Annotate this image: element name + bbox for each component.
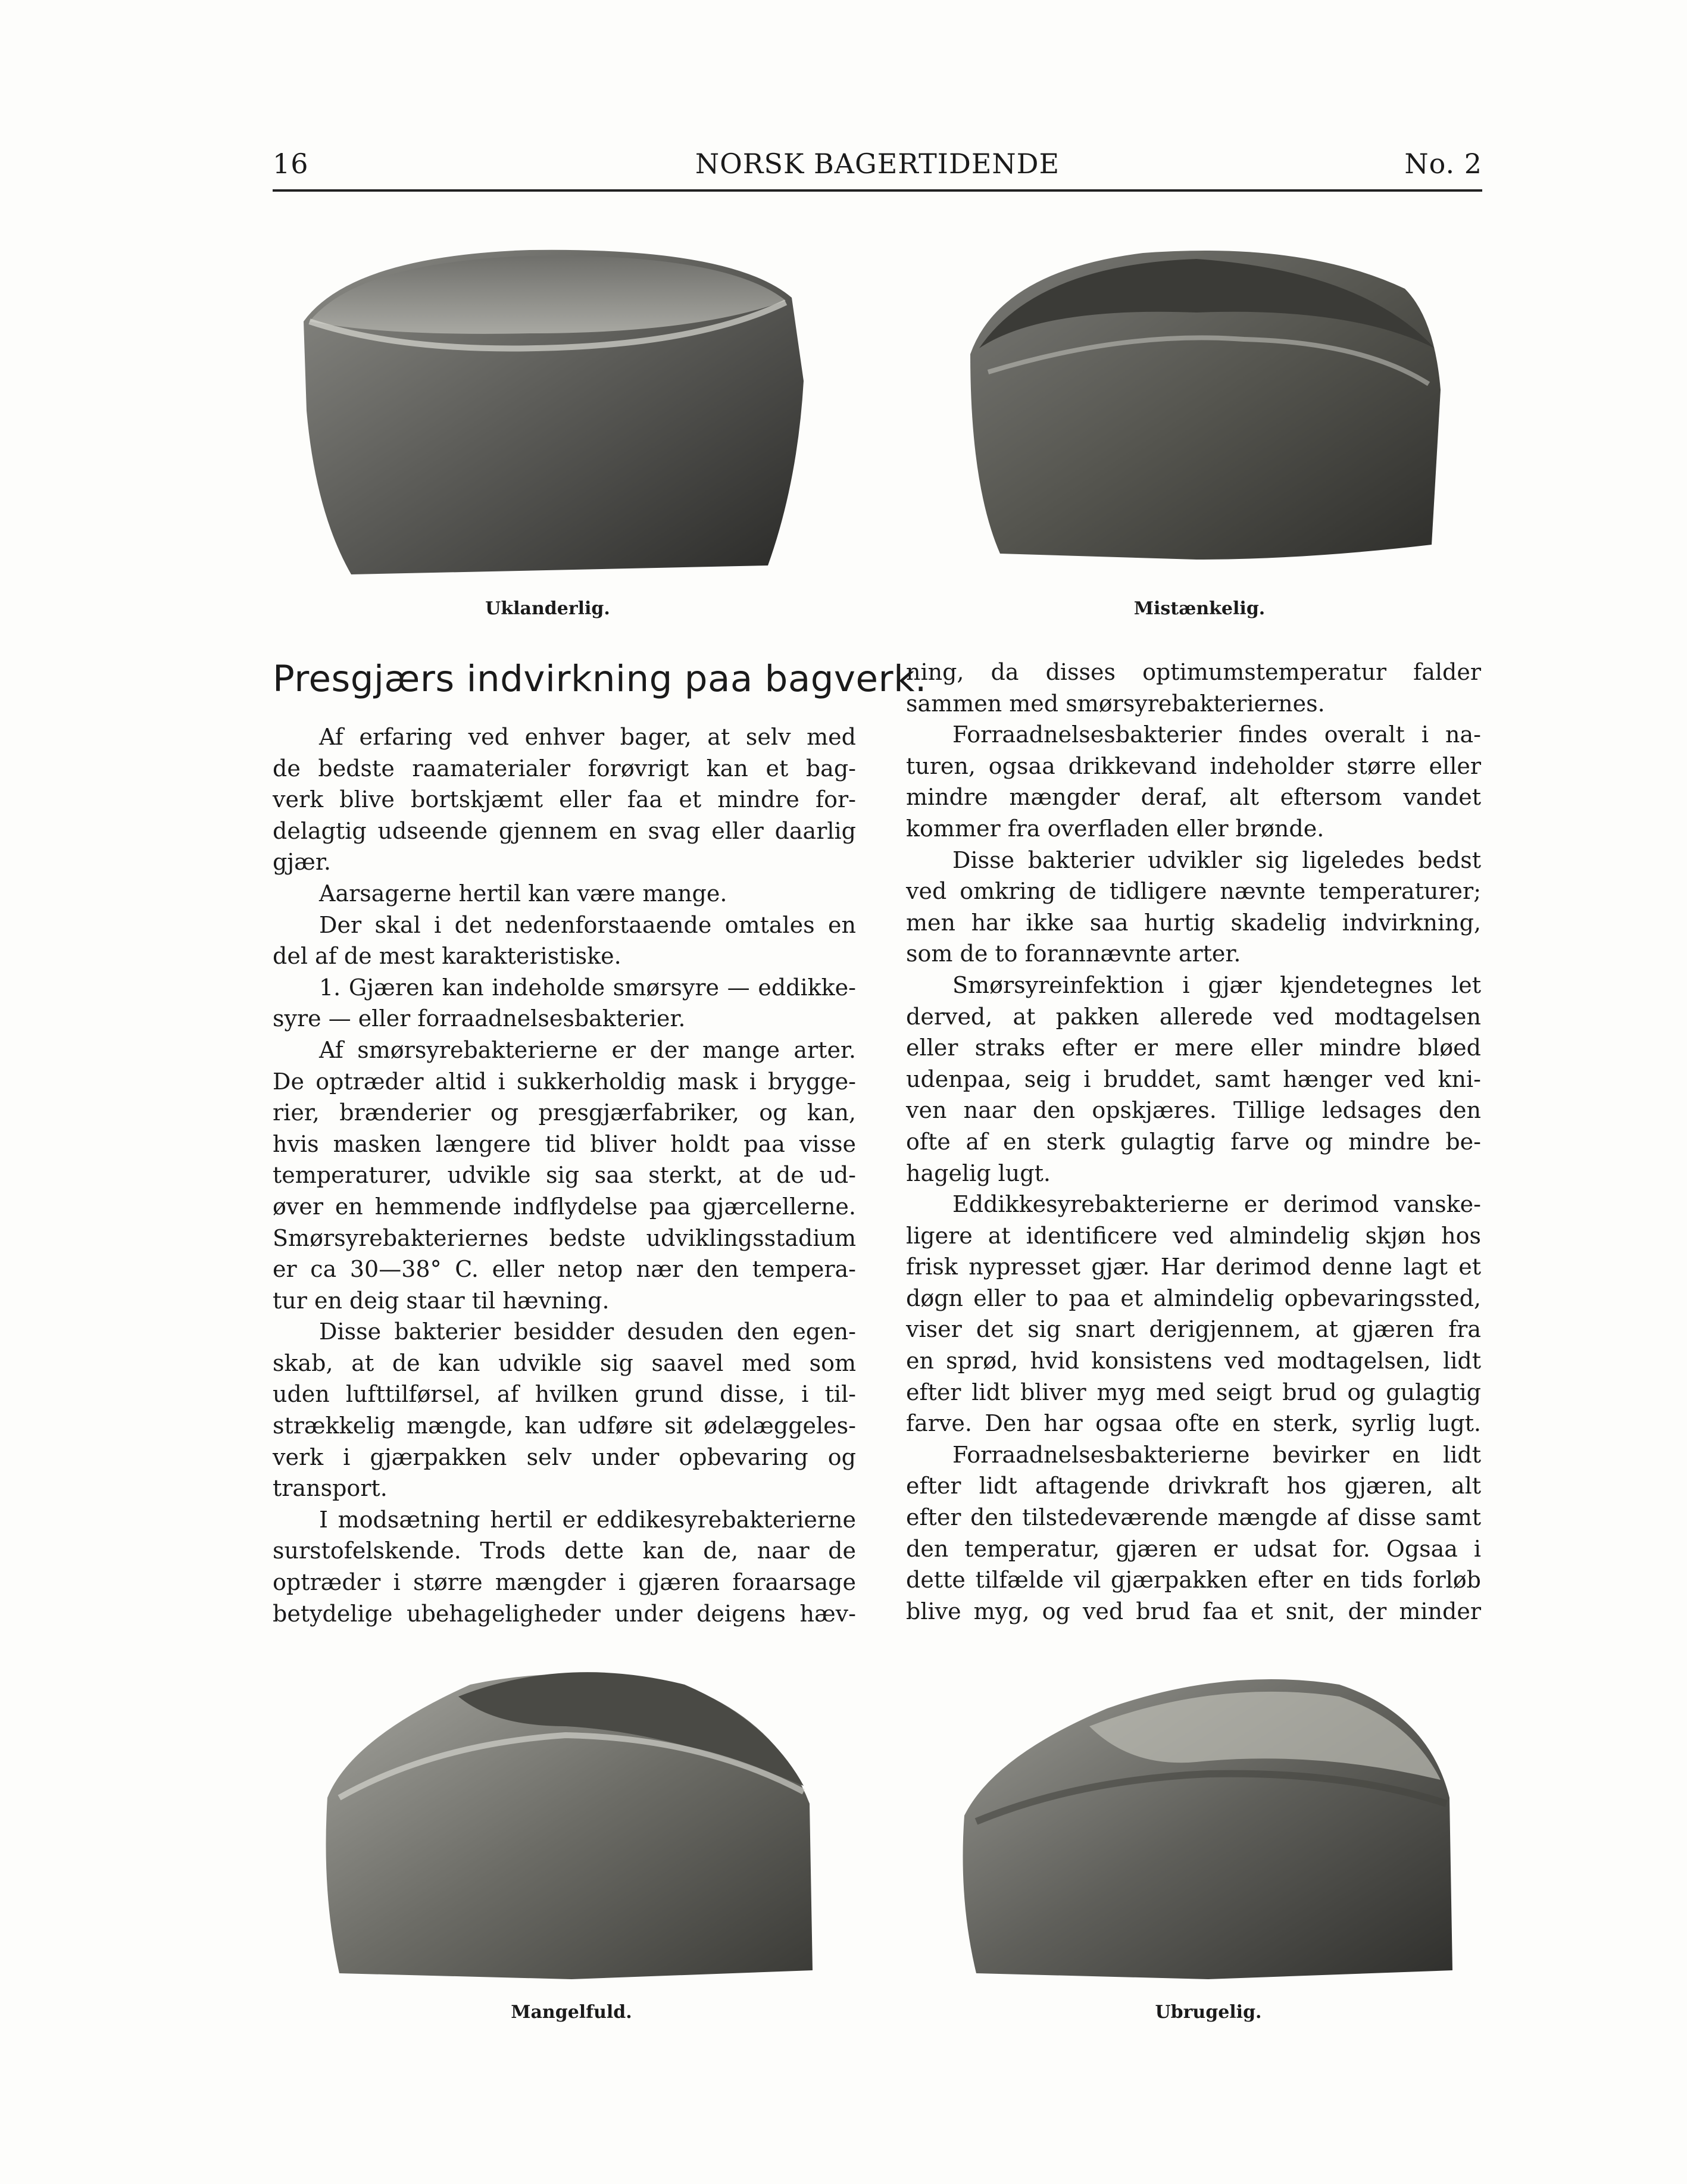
- article-line: ligere at identificere ved almindelig skjøn hos: [906, 1222, 1481, 1249]
- article-line: dette tilfælde vil gjærpakken efter en tids forløb: [906, 1567, 1481, 1594]
- article-line: mindre mængder deraf, alt eftersom vandet: [906, 784, 1481, 811]
- article-line: De optræder altid i sukkerholdig mask i brygge-: [273, 1068, 856, 1095]
- article-headline: Presgjærs indvirkning paa bagverk.: [273, 658, 927, 700]
- article-line: ofte af en sterk gulagtig farve og mindre be-: [906, 1128, 1481, 1155]
- article-line: skab, at de kan udvikle sig saavel med som: [273, 1349, 856, 1376]
- article-line: Disse bakterier besidder desuden den egen-: [319, 1318, 856, 1345]
- issue-number: No. 2: [1404, 148, 1482, 180]
- article-line: uden lufttilførsel, af hvilken grund disse, i til-: [273, 1381, 856, 1408]
- article-column-left: [273, 721, 856, 1629]
- article-line: strækkelig mængde, kan udføre sit ødelæggeles-: [273, 1413, 856, 1439]
- article-line: de bedste raamaterialer forøvrigt kan et bag-: [273, 755, 856, 782]
- article-line: døgn eller to paa et almindelig opbevaringssted,: [906, 1285, 1481, 1311]
- article-line: temperaturer, udvikle sig saa sterkt, at de ud-: [273, 1162, 856, 1189]
- page-number: 16: [273, 148, 309, 180]
- article-line: øver en hemmende indflydelse paa gjærcellerne.: [273, 1193, 856, 1220]
- article-line: verk blive bortskjæmt eller faa et mindre for-: [273, 786, 856, 813]
- article-line: optræder i større mængder i gjæren foraarsage: [273, 1569, 856, 1596]
- article-line: rier, brænderier og presgjærfabriker, og kan,: [273, 1099, 856, 1126]
- article-line: betydelige ubehageligheder under deigens hæv-: [273, 1600, 856, 1627]
- article-line: delagtig udseende gjennem en svag eller daarlig: [273, 817, 856, 844]
- article-line: sammen med smørsyrebakteriernes.: [906, 690, 1325, 717]
- article-line: verk i gjærpakken selv under opbevaring og: [273, 1443, 856, 1470]
- bread-loaf-icon: [280, 232, 816, 583]
- photo-caption: Mangelfuld.: [511, 2002, 632, 2023]
- article-line: syre — eller forraadnelsesbakterier.: [273, 1005, 686, 1032]
- article-line: Eddikkesyrebakterierne er derimod vanske-: [952, 1191, 1481, 1218]
- article-line: I modsætning hertil er eddikesyrebakterierne: [319, 1506, 856, 1533]
- article-line: efter den tilstedeværende mængde af disse samt: [906, 1504, 1481, 1531]
- article-line: eller straks efter er mere eller mindre bløed: [906, 1035, 1481, 1061]
- article-line: den temperatur, gjæren er udsat for. Ogsaa i: [906, 1535, 1481, 1562]
- article-line: blive myg, og ved brud faa et snit, der minder: [906, 1598, 1481, 1624]
- article-column-right: [906, 657, 1481, 1627]
- article-line: ved omkring de tidligere nævnte temperaturer;: [906, 878, 1481, 905]
- bread-photo-mangelfuld: [315, 1655, 827, 1988]
- article-line: Forraadnelsesbakterierne bevirker en lidt: [952, 1441, 1481, 1468]
- article-line: Der skal i det nedenforstaaende omtales en: [319, 911, 856, 938]
- article-line: hagelig lugt.: [906, 1160, 1051, 1186]
- running-header: [273, 148, 1482, 186]
- article-line: del af de mest karakteristiske.: [273, 943, 621, 970]
- bread-loaf-icon: [315, 1655, 827, 1988]
- article-line: surstofelskende. Trods dette kan de, naar de: [273, 1538, 856, 1564]
- photo-caption: Ubrugelig.: [1155, 2002, 1262, 2023]
- photo-caption: Uklanderlig.: [485, 598, 610, 619]
- bread-photo-mistaenkelig: [946, 235, 1452, 574]
- article-line: Forraadnelsesbakterier findes overalt i na-: [952, 721, 1481, 748]
- photo-caption: Mistænkelig.: [1133, 598, 1266, 619]
- article-line: kommer fra overfladen eller brønde.: [906, 815, 1324, 842]
- article-line: frisk nypresset gjær. Har derimod denne lagt et: [906, 1254, 1481, 1280]
- article-line: Smørsyreinfektion i gjær kjendetegnes let: [952, 971, 1481, 998]
- article-line: Disse bakterier udvikler sig ligeledes bedst: [952, 846, 1481, 873]
- article-line: Smørsyrebakteriernes bedste udviklingsstadium: [273, 1224, 856, 1251]
- header-rule: [273, 189, 1482, 192]
- article-line: udenpaa, seig i bruddet, samt hænger ved kni-: [906, 1066, 1481, 1092]
- article-line: turen, ogsaa drikkevand indeholder større eller: [906, 752, 1481, 779]
- article-line: Af erfaring ved enhver bager, at selv med: [319, 724, 856, 750]
- article-line: Af smørsyrebakterierne er der mange arter.: [319, 1036, 856, 1063]
- bread-loaf-icon: [958, 1661, 1458, 1994]
- article-line: Aarsagerne hertil kan være mange.: [319, 880, 727, 907]
- article-line: ven naar den opskjæres. Tillige ledsages den: [906, 1097, 1481, 1124]
- article-line: derved, at pakken allerede ved modtagelsen: [906, 1003, 1481, 1030]
- bread-photo-uklanderlig: [280, 232, 816, 583]
- article-line: efter lidt bliver myg med seigt brud og gulagtig: [906, 1379, 1481, 1405]
- article-line: viser det sig snart derigjennem, at gjæren fra: [906, 1316, 1481, 1343]
- bread-loaf-icon: [946, 235, 1452, 574]
- bread-photo-ubrugelig: [958, 1661, 1458, 1994]
- article-line: er ca 30—38° C. eller netop nær den tempera-: [273, 1256, 856, 1283]
- article-line: transport.: [273, 1475, 388, 1502]
- article-line: hvis masken længere tid bliver holdt paa visse: [273, 1130, 856, 1157]
- journal-title: NORSK BAGERTIDENDE: [695, 148, 1060, 180]
- article-line: som de to forannævnte arter.: [906, 941, 1241, 967]
- article-line: en sprød, hvid konsistens ved modtagelsen, lidt: [906, 1348, 1481, 1374]
- article-line: gjær.: [273, 849, 331, 876]
- article-line: 1. Gjæren kan indeholde smørsyre — eddikke-: [319, 974, 856, 1001]
- article-line: ning, da disses optimumstemperatur falder: [906, 659, 1481, 685]
- article-line: efter lidt aftagende drivkraft hos gjæren, alt: [906, 1473, 1481, 1499]
- article-line: farve. Den har ogsaa ofte en sterk, syrlig lugt.: [906, 1410, 1481, 1437]
- article-line: tur en deig staar til hævning.: [273, 1287, 610, 1314]
- article-line: men har ikke saa hurtig skadelig indvirkning,: [906, 909, 1481, 936]
